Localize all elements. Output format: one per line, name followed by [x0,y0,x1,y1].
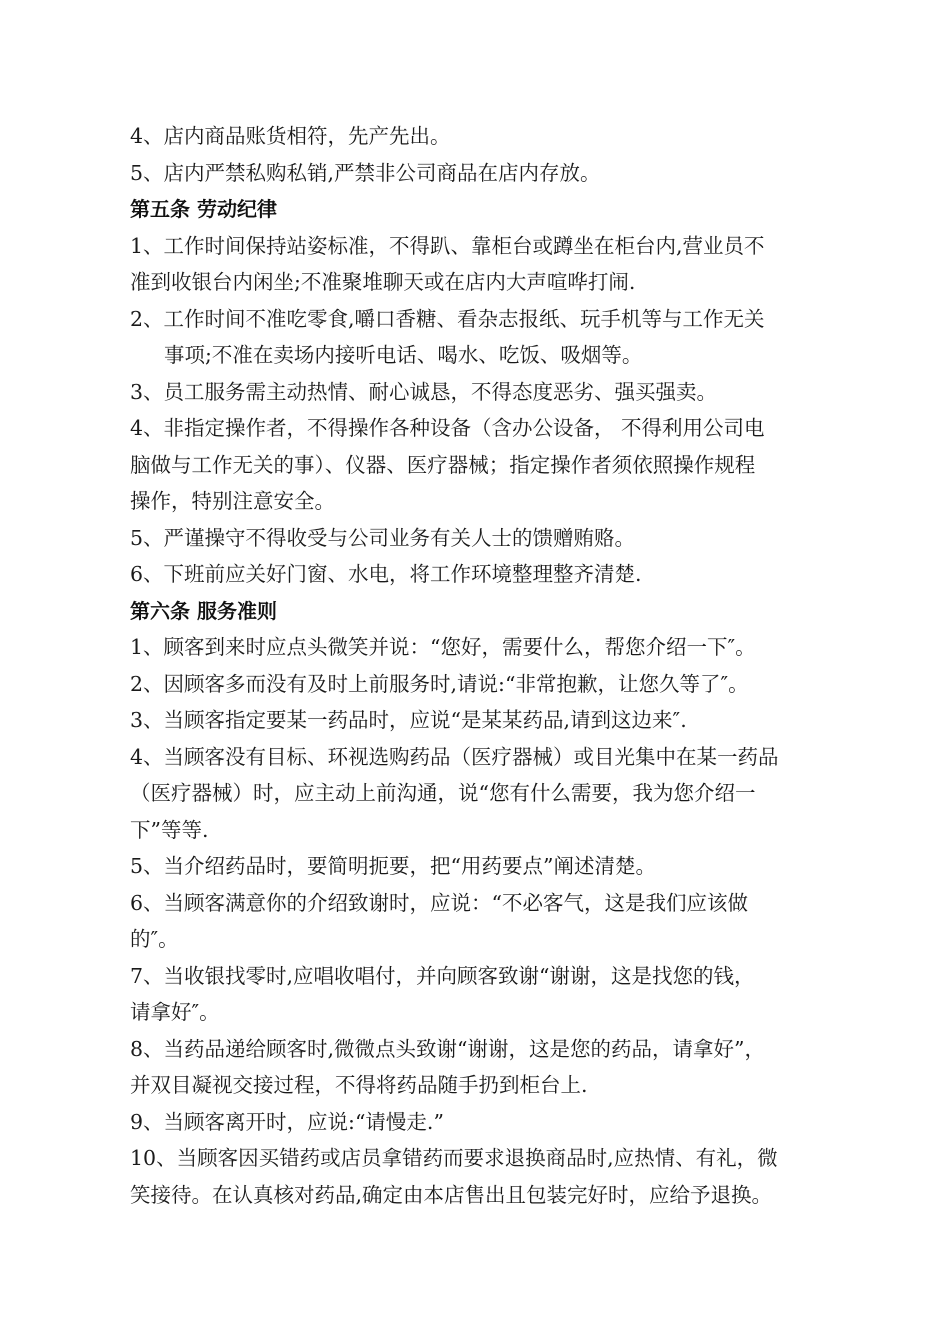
paragraph-line: 事项;不准在卖场内接听电话、喝水、吃饭、吸烟等。 [164,343,643,367]
paragraph-line: 4、非指定操作者，不得操作各种设备（含办公设备， 不得利用公司电 [130,416,765,440]
paragraph-line: 3、当顾客指定要某一药品时，应说“是某某药品,请到这边来″. [130,708,687,732]
paragraph-line: 10、当顾客因买错药或店员拿错药而要求退换商品时,应热情、有礼，微 [130,1146,778,1170]
paragraph-line: 的″。 [130,927,179,951]
paragraph-line: 1、工作时间保持站姿标准，不得趴、靠柜台或蹲坐在柜台内,营业员不 [130,233,765,258]
paragraph-line: 9、当顾客离开时，应说:“请慢走.” [130,1109,444,1134]
paragraph-line: （医疗器械）时，应主动上前沟通，说“您有什么需要，我为您介绍一 [130,781,756,805]
section-heading-article-6: 第六条 服务准则 [130,598,277,623]
paragraph-line: 请拿好″。 [130,1000,220,1024]
paragraph-line: 操作，特别注意安全。 [130,489,335,513]
paragraph-line: 2、因顾客多而没有及时上前服务时,请说:“非常抱歉，让您久等了″。 [130,671,749,696]
paragraph-line: 笑接待。在认真核对药品,确定由本店售出且包装完好时，应给予退换。 [130,1182,773,1207]
paragraph-line: 8、当药品递给顾客时,微微点头致谢“谢谢，这是您的药品，请拿好”， [130,1036,766,1061]
paragraph-line: 4、店内商品账货相符，先产先出。 [130,124,451,148]
document-body [130,118,840,1213]
paragraph-line: 下”等等. [130,817,209,842]
paragraph-line: 脑做与工作无关的事）、仪器、医疗器械；指定操作者须依照操作规程 [130,452,756,477]
paragraph-line: 1、顾客到来时应点头微笑并说：“您好，需要什么，帮您介绍一下″。 [130,635,756,659]
paragraph-line: 3、员工服务需主动热情、耐心诚恳，不得态度恶劣、强买强卖。 [130,379,718,404]
paragraph-line: 5、当介绍药品时，要简明扼要，把“用药要点”阐述清楚。 [130,854,657,878]
paragraph-line: 6、当顾客满意你的介绍致谢时，应说：“不必客气，这是我们应该做 [130,890,749,915]
paragraph-line: 7、当收银找零时,应唱收唱付，并向顾客致谢“谢谢，这是找您的钱， [130,963,755,988]
paragraph-line: 并双目凝视交接过程，不得将药品随手扔到柜台上. [130,1073,588,1097]
paragraph-line: 6、下班前应关好门窗、水电，将工作环境整理整齐清楚. [130,562,642,586]
paragraph-line: 2、工作时间不准吃零食,嚼口香糖、看杂志报纸、玩手机等与工作无关 [130,306,765,331]
paragraph-line: 5、严谨操守不得收受与公司业务有关人士的馈赠贿赂。 [130,525,636,550]
paragraph-line: 4、当顾客没有目标、环视选购药品（医疗器械）或目光集中在某一药品 [130,744,779,769]
paragraph-line: 准到收银台内闲坐;不准聚堆聊天或在店内大声喧哗打闹. [130,270,636,294]
section-heading-article-5: 第五条 劳动纪律 [130,197,277,221]
paragraph-line: 5、店内严禁私购私销,严禁非公司商品在店内存放。 [130,160,601,185]
